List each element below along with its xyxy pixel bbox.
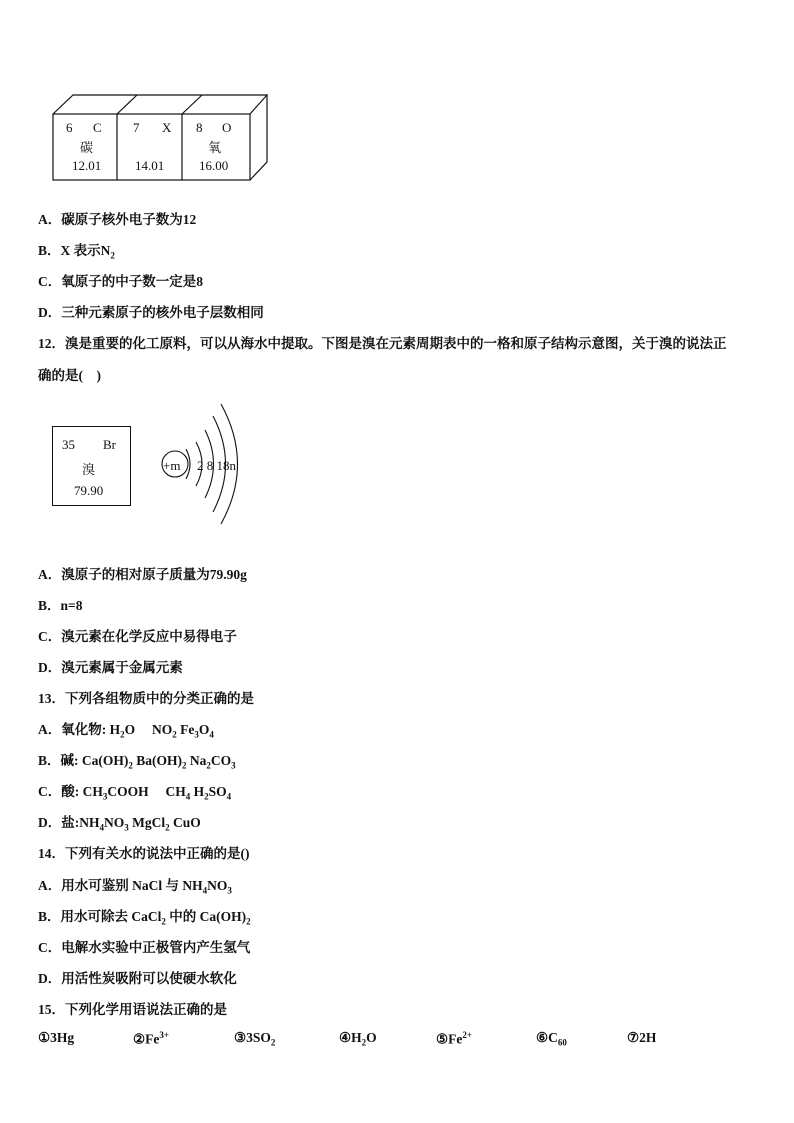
s: 2 [165, 822, 170, 833]
br-atomic-number: 35 [62, 437, 75, 452]
q13-option-a [38, 718, 214, 740]
t: NO [104, 815, 125, 830]
t: Fe [176, 722, 195, 737]
atomic-number: 8 [196, 120, 203, 135]
electron-shells: 2 8 18n [197, 458, 236, 473]
t: COOH CH [107, 784, 186, 799]
t: NO [207, 878, 228, 893]
q15-item-1 [38, 1030, 74, 1046]
element-symbol: C [93, 120, 102, 135]
element-name: 氧 [208, 140, 222, 155]
q15-item-2 [133, 1030, 169, 1048]
charge: 2+ [462, 1030, 472, 1040]
t: D．盐:NH [38, 815, 100, 830]
s: 3 [227, 885, 232, 896]
q13-stem: 13．下列各组物质中的分类正确的是 [38, 691, 254, 706]
t: O [366, 1030, 377, 1045]
atomic-number: 7 [133, 120, 140, 135]
q11-option-b [38, 239, 115, 261]
t: ⑥C [536, 1030, 558, 1045]
br-name: 溴 [82, 462, 96, 477]
q15-stem: 15．下列化学用语说法正确的是 [38, 1002, 227, 1017]
text: B．X 表示N [38, 243, 111, 258]
t: O NO [124, 722, 173, 737]
q15-item-5 [436, 1030, 472, 1048]
t: Ba(OH) [132, 753, 182, 768]
q13-option-b [38, 749, 236, 771]
s: 2 [361, 1037, 367, 1048]
element-symbol: X [162, 120, 172, 135]
q11-option-d: D．三种元素原子的核外电子层数相同 [38, 305, 264, 320]
t: ⑦2H [627, 1030, 657, 1045]
br-mass: 79.90 [74, 483, 104, 498]
q12-option-c: C．溴元素在化学反应中易得电子 [38, 629, 237, 644]
q14-option-d: D．用活性炭吸附可以使硬水软化 [38, 971, 237, 986]
t: B．碱: Ca(OH) [38, 753, 129, 768]
atomic-mass: 14.01 [135, 158, 165, 173]
s: 2 [182, 760, 187, 771]
t: CO [210, 753, 232, 768]
t: CuO [169, 815, 201, 830]
charge: 3+ [159, 1030, 169, 1040]
t: B．用水可除去 CaCl [38, 909, 162, 924]
t: 中的 Ca(OH) [165, 909, 247, 924]
s: 2 [172, 729, 177, 740]
q15-item-6 [536, 1030, 567, 1048]
q12-option-d: D．溴元素属于金属元素 [38, 660, 183, 675]
t: O [198, 722, 210, 737]
atomic-mass: 12.01 [72, 158, 102, 173]
s: 2 [128, 760, 133, 771]
s: 2 [270, 1037, 276, 1048]
s: 2 [120, 729, 125, 740]
s: 3 [102, 791, 108, 802]
br-symbol: Br [103, 437, 116, 452]
t: ⑤Fe [436, 1031, 463, 1047]
atomic-mass: 16.00 [199, 158, 229, 173]
q12-option-a: A．溴原子的相对原子质量为79.90g [38, 567, 247, 582]
atomic-number: 6 [66, 120, 73, 135]
s: 4 [202, 885, 208, 896]
t: ②Fe [133, 1031, 160, 1047]
s: 2 [246, 916, 251, 927]
s: 3 [194, 729, 199, 740]
t: SO [208, 784, 227, 799]
q12-stem-line2: 确的是( ) [38, 368, 101, 383]
element-symbol: O [222, 120, 232, 135]
q14-option-b [38, 905, 251, 927]
s: 3 [231, 760, 236, 771]
q14-option-a [38, 874, 232, 896]
s: 4 [185, 791, 191, 802]
q12-stem-line1: 12．溴是重要的化工原料，可以从海水中提取。下图是溴在元素周期表中的一格和原子结构示意图，关于溴的说法正 [38, 336, 727, 351]
t: H [190, 784, 205, 799]
t: ①3Hg [38, 1030, 75, 1045]
s: 4 [209, 729, 214, 740]
q15-item-4 [339, 1030, 377, 1048]
t: A．氧化物: H [38, 722, 121, 737]
t: Na [186, 753, 207, 768]
q15-item-7 [627, 1030, 656, 1046]
s: 4 [99, 822, 104, 833]
element-name: 碳 [80, 140, 94, 155]
s: 60 [557, 1037, 567, 1048]
s: 3 [124, 822, 129, 833]
q11-option-c: C．氧原子的中子数一定是8 [38, 274, 203, 289]
s: 4 [226, 791, 232, 802]
t: ③3SO [234, 1030, 271, 1045]
t: MgCl [128, 815, 166, 830]
q13-option-c [38, 780, 231, 802]
s: 2 [161, 916, 166, 927]
t: C．酸: CH [38, 784, 103, 799]
s: 2 [204, 791, 209, 802]
nucleus-charge: +m [163, 458, 181, 473]
q12-option-b: B．n=8 [38, 598, 83, 613]
q14-option-c: C．电解水实验中正极管内产生氢气 [38, 940, 251, 955]
t: A．用水可鉴别 NaCl 与 NH [38, 878, 203, 893]
q11-option-a: A．碳原子核外电子数为12 [38, 212, 197, 227]
t: ④H [339, 1030, 362, 1045]
q15-item-3 [234, 1030, 275, 1048]
s: 2 [206, 760, 211, 771]
sub: 2 [110, 250, 115, 261]
q13-option-d [38, 811, 201, 833]
q14-stem: 14．下列有关水的说法中正确的是() [38, 846, 250, 861]
